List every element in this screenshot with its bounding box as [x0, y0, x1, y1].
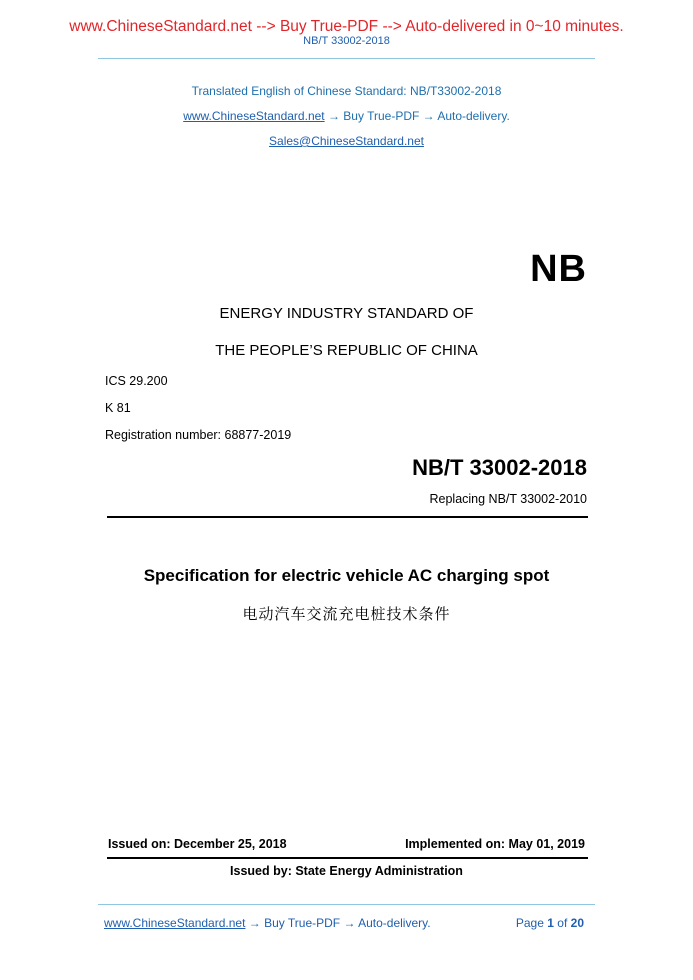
classification-code: K 81 — [105, 401, 131, 415]
country-name: THE PEOPLE’S REPUBLIC OF CHINA — [215, 342, 478, 359]
site-link[interactable]: www.ChineseStandard.net — [183, 109, 325, 123]
implemented-on-date: Implemented on: May 01, 2019 — [405, 837, 585, 851]
promo-banner[interactable]: www.ChineseStandard.net --> Buy True-PDF --> Auto-delivered in 0~10 minutes. — [69, 18, 624, 35]
footer-site-line — [104, 916, 431, 930]
page-current: 1 — [547, 916, 554, 930]
page-of: of — [557, 916, 568, 930]
issuing-authority: Issued by: State Energy Administration — [230, 864, 463, 878]
title-english: Specification for electric vehicle AC charging spot — [143, 566, 550, 585]
page-label: Page — [515, 916, 544, 930]
registration-number: Registration number: 68877-2019 — [105, 428, 292, 442]
site-line — [0, 109, 693, 123]
page-indicator — [516, 916, 584, 930]
nb-logo: NB — [530, 248, 587, 290]
header-divider — [98, 58, 595, 59]
footer-site-link[interactable]: www.ChineseStandard.net — [104, 916, 246, 930]
page-total: 20 — [570, 916, 584, 930]
standard-number: NB/T 33002-2018 — [412, 455, 587, 480]
translated-note: Translated English of Chinese Standard: NB/T33002-2018 — [191, 84, 502, 98]
dates-divider — [107, 857, 588, 859]
site-line-rest: → Buy True-PDF → Auto-delivery. — [324, 109, 510, 123]
sales-email-link[interactable]: Sales@ChineseStandard.net — [269, 134, 424, 148]
header-standard-code: NB/T 33002-2018 — [303, 35, 390, 47]
issued-on-date: Issued on: December 25, 2018 — [108, 837, 287, 851]
footer-site-rest: → Buy True-PDF → Auto-delivery. — [245, 916, 431, 930]
footer-divider — [98, 904, 595, 905]
main-divider — [107, 516, 588, 518]
ics-code: ICS 29.200 — [105, 374, 168, 388]
replacing-note: Replacing NB/T 33002-2010 — [429, 492, 587, 506]
sales-line — [0, 134, 693, 148]
title-chinese: 电动汽车交流充电桩技术条件 — [242, 605, 451, 623]
standard-category: ENERGY INDUSTRY STANDARD OF — [219, 305, 474, 322]
